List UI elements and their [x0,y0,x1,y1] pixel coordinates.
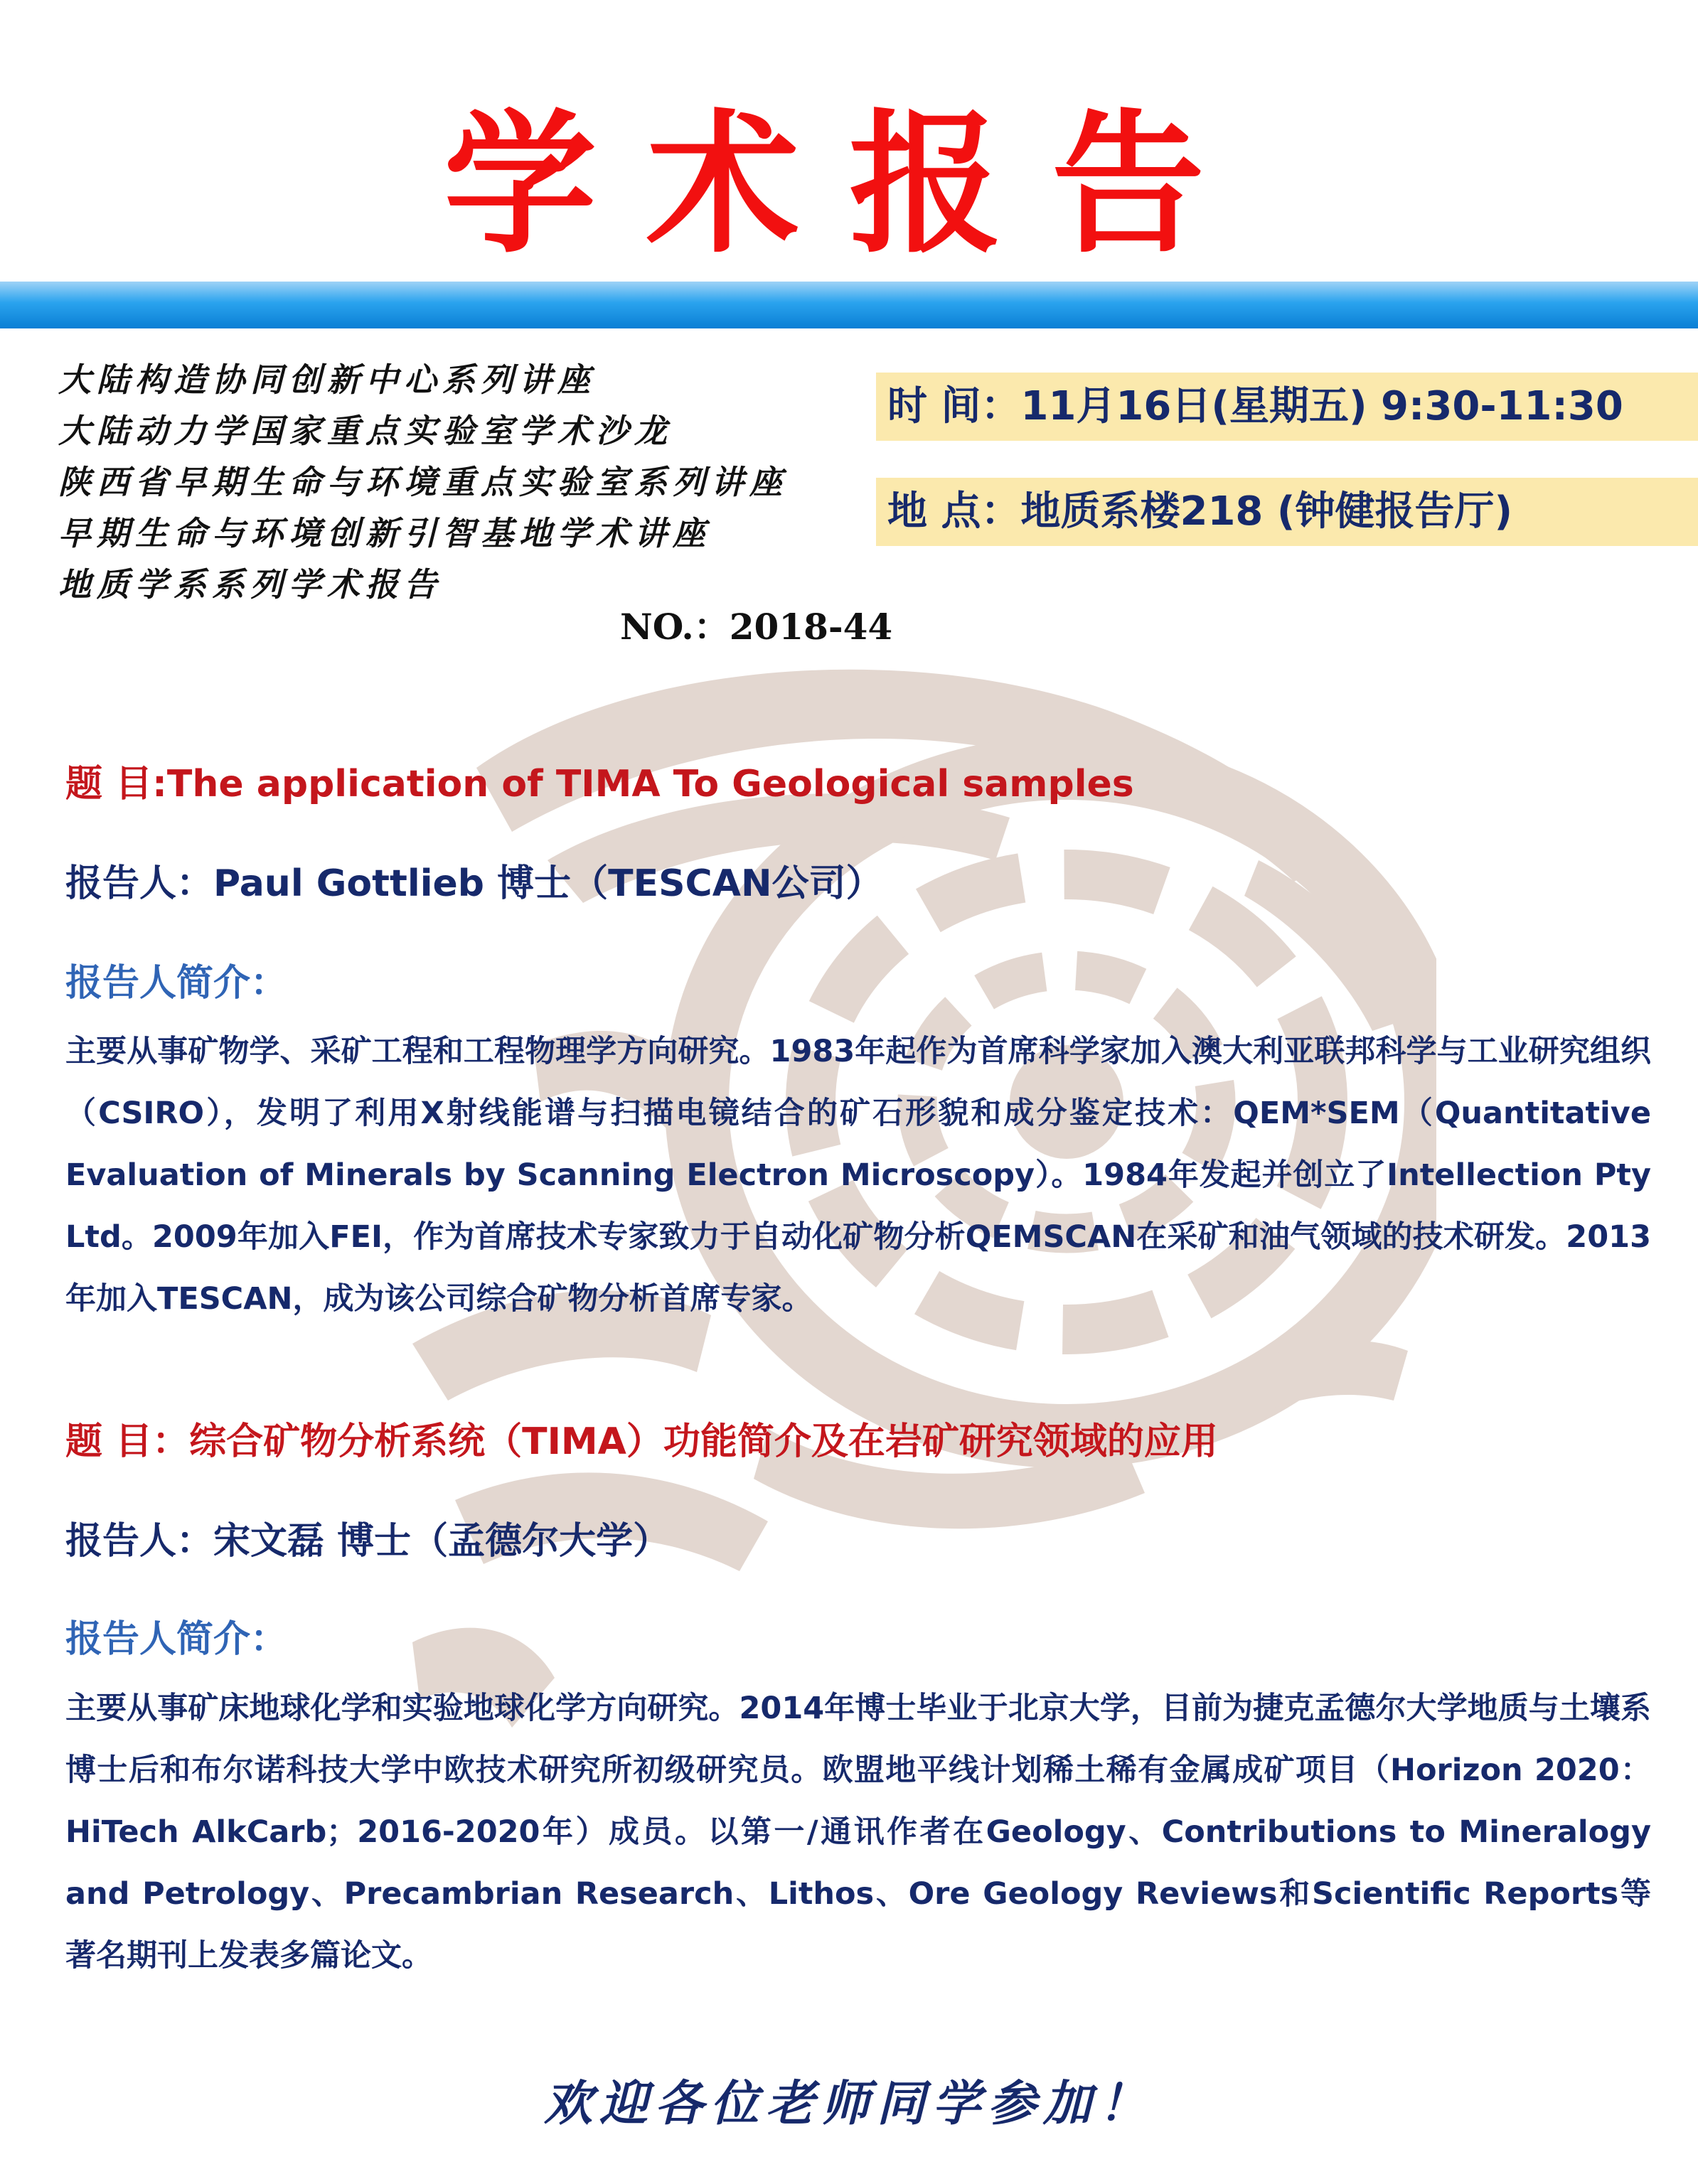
talk-2-bio: 主要从事矿床地球化学和实验地球化学方向研究。2014年博士毕业于北京大学，目前为捷克孟德尔大学地质与土壤系博士后和布尔诺科技大学中欧技术研究所初级研究员。欧盟地平线计划稀土稀有金属成矿项目（Horizon 2020：HiTech AlkCarb；2016-2020年）成员。以第一/通讯作者在Geology、Contributions to Mineralogy and Petrology、Precambrian Research、Lithos、Ore Geology Reviews和Scientific Reports等著名期刊上发表多篇论文。 [65,1691,1651,1974]
talk-1-bio: 主要从事矿物学、采矿工程和工程物理学方向研究。1983年起作为首席科学家加入澳大利亚联邦科学与工业研究组织（CSIRO），发明了利用X射线能谱与扫描电镜结合的矿石形貌和成分鉴定技术：QEM*SEM（Quantitative Evaluation of Minerals by Scanning Electron Microscopy）。1984年发起并创立了Intellection Pty Ltd。2009年加入FEI，作为首席技术专家致力于自动化矿物分析QEMSCAN在采矿和油气领域的技术研发。2013年加入TESCAN，成为该公司综合矿物分析首席专家。 [65,1034,1651,1317]
lecture-series-list [58,354,912,610]
talk-1-speaker: 报告人：Paul Gottlieb 博士（TESCAN公司） [65,862,883,905]
series-item: 早期生命与环境创新引智基地学术讲座 [58,514,711,552]
series-item: 大陆构造协同创新中心系列讲座 [58,360,596,399]
report-number: NO.：2018-44 [620,606,893,648]
series-item: 陕西省早期生命与环境重点实验室系列讲座 [58,463,788,501]
talk-1-bio-label: 报告人简介： [65,962,288,1005]
series-item: 大陆动力学国家重点实验室学术沙龙 [58,412,673,450]
welcome-message: 欢迎各位老师同学参加！ [543,2076,1154,2132]
location-info: 地 点：地质系楼218 (钟健报告厅) [876,478,1698,546]
talk-1-topic: 题 目:The application of TIMA To Geological samples [65,763,1134,805]
header-banner [0,282,1698,328]
talk-2-bio-label: 报告人简介： [65,1618,288,1661]
series-item: 地质学系系列学术报告 [58,565,442,604]
time-info: 时 间：11月16日(星期五) 9:30-11:30 [876,373,1698,441]
page-title: 学术报告 [444,95,1254,274]
talk-2-topic: 题 目：综合矿物分析系统（TIMA）功能简介及在岩矿研究领域的应用 [65,1420,1218,1463]
talk-2-speaker: 报告人：宋文磊 博士（孟德尔大学） [65,1520,671,1563]
